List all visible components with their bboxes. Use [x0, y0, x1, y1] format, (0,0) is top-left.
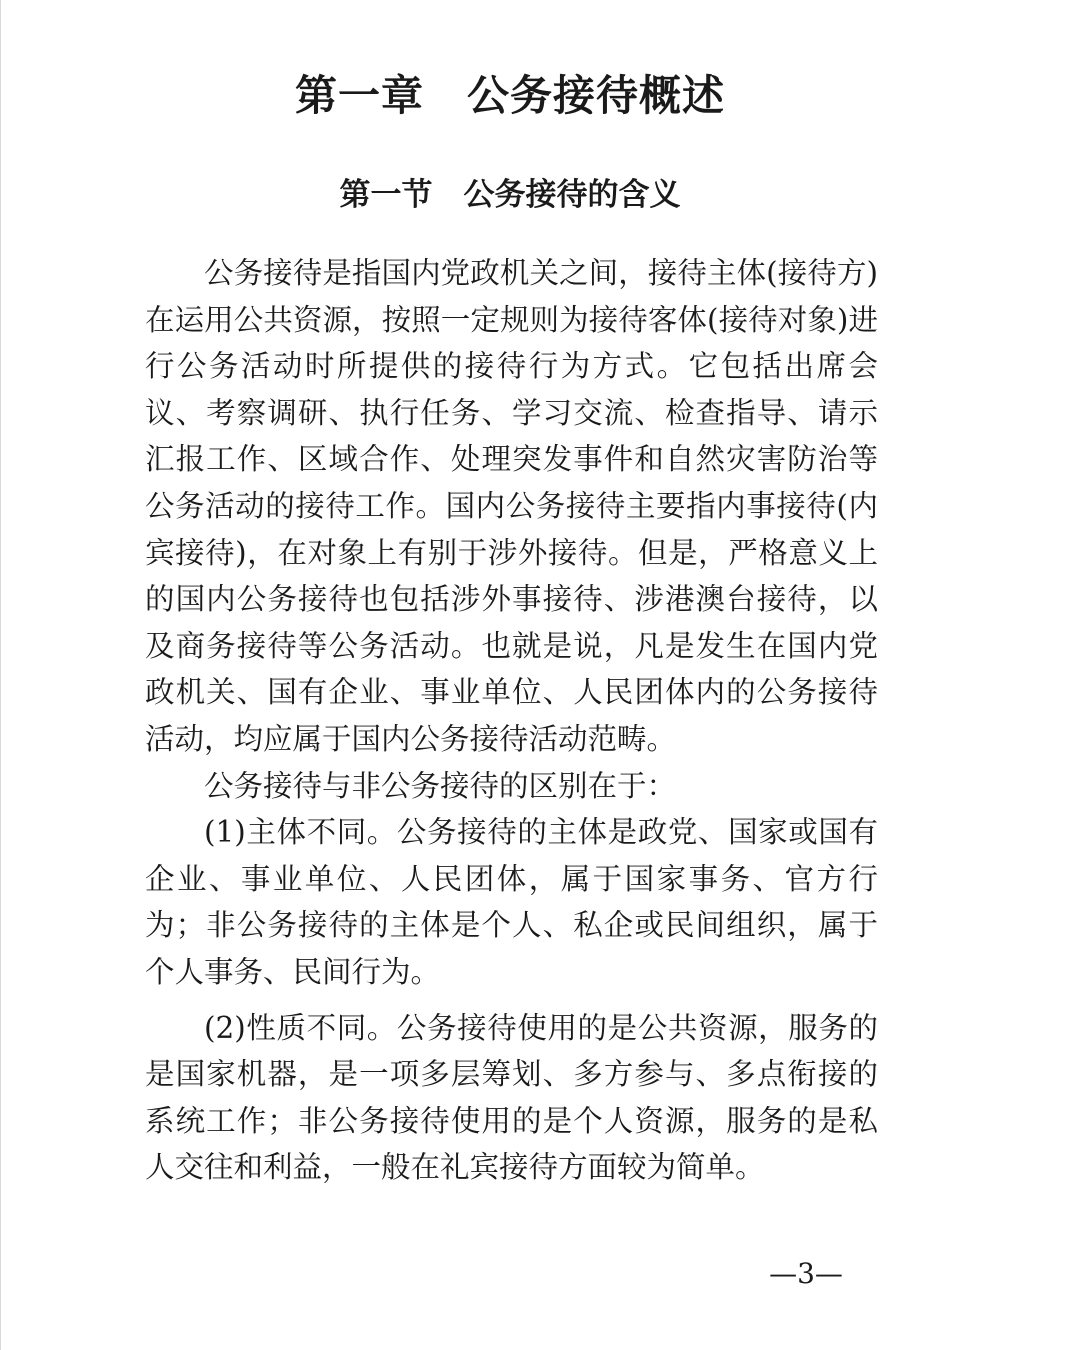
paragraph-definition: 公务接待是指国内党政机关之间，接待主体(接待方)在运用公共资源，按照一定规则为接待客体(接待对象)进行公务活动时所提供的接待行为方式。它包括出席会议、考察调研、执行任务、学习交流、检查指导、请示汇报工作、区域合作、处理突发事件和自然灾害防治等公务活动的接待工作。国内公务接待主要指内事接待(内宾接待)，在对象上有别于涉外接待。但是，严格意义上的国内公务接待也包括涉外事接待、涉港澳台接待，以及商务接待等公务活动。也就是说，凡是发生在国内党政机关、国有企业、事业单位、人民团体内的公务接待活动，均应属于国内公务接待活动范畴。 [145, 256, 878, 756]
page-number: —3— [769, 1257, 843, 1290]
body-text [145, 250, 878, 1191]
paragraph-difference-intro: 公务接待与非公务接待的区别在于： [204, 768, 677, 803]
chapter-title: 第一章 公务接待概述 [294, 71, 725, 120]
paragraph-point-1: (1)主体不同。公务接待的主体是政党、国家或国有企业、事业单位、人民团体，属于国家事务、官方行为；非公务接待的主体是个人、私企或民间组织，属于个人事务、民间行为。 [145, 815, 878, 989]
paragraph-point-2: (2)性质不同。公务接待使用的是公共资源，服务的是国家机器，是一项多层筹划、多方参与、多点衔接的系统工作；非公务接待使用的是个人资源，服务的是私人交往和利益，一般在礼宾接待方面较为简单。 [145, 1010, 878, 1185]
section-title: 第一节 公务接待的含义 [339, 177, 681, 213]
